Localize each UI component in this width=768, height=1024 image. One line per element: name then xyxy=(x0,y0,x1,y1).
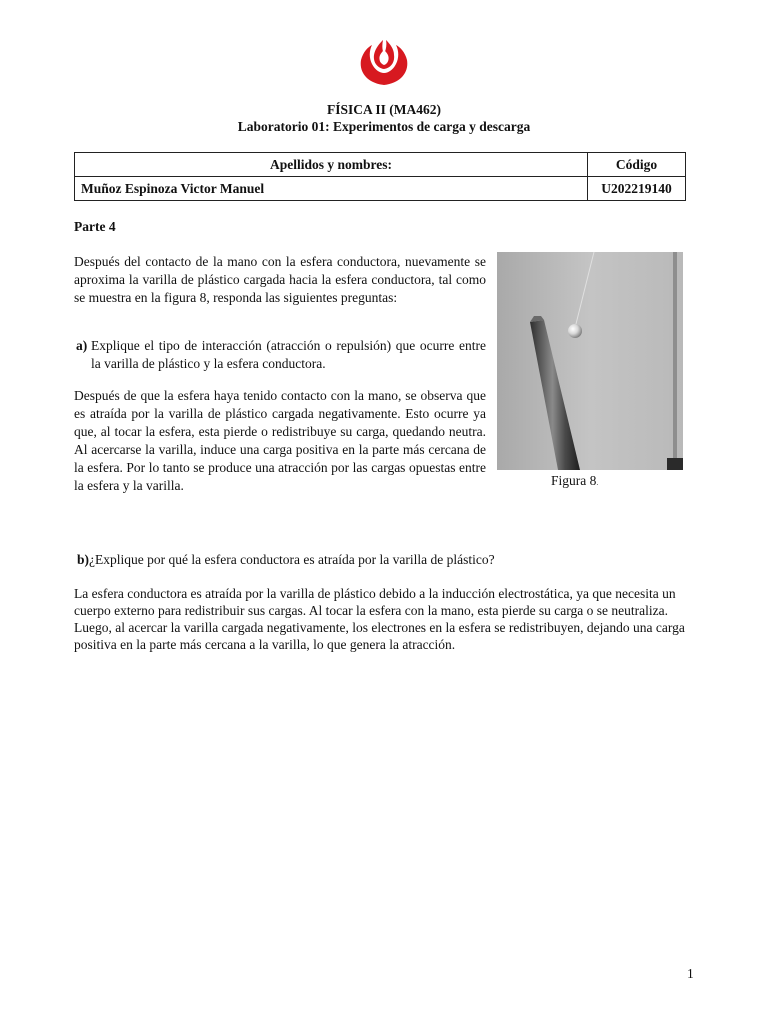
intro-paragraph: Después del contacto de la mano con la esfera conductora, nuevamente se aproxima la varilla de plástico cargada hacia la esfera conductora, tal como se muestra en la figura 8, responda las siguientes preguntas: xyxy=(74,254,486,305)
question-a-letter: a) xyxy=(76,338,88,353)
page-number: 1 xyxy=(687,966,694,981)
question-b-text: ¿Explique por qué la esfera conductora es atraída por la varilla de plástico? xyxy=(89,552,495,567)
code-column-header: Código xyxy=(588,153,686,177)
table-row xyxy=(75,177,686,201)
student-info-table xyxy=(74,152,686,201)
table-header-row xyxy=(75,153,686,177)
name-column-header: Apellidos y nombres: xyxy=(75,153,588,177)
figure-caption-text: Figura 8 xyxy=(551,473,597,488)
question-a-text: Explique el tipo de interacción (atracción o repulsión) que ocurre entre la varilla de plástico y la esfera conductora. xyxy=(91,338,486,371)
course-title: FÍSICA II (MA462) xyxy=(326,102,441,117)
question-a xyxy=(76,337,486,373)
figure-caption-dot: . xyxy=(596,478,599,487)
question-b-letter: b) xyxy=(77,552,90,567)
figure-caption xyxy=(551,473,598,489)
section-title: Parte 4 xyxy=(74,219,116,234)
lab-title: Laboratorio 01: Experimentos de carga y descarga xyxy=(237,119,531,134)
figure-8-photo xyxy=(497,252,683,470)
answer-a-paragraph: Después de que la esfera haya tenido contacto con la mano, se observa que es atraída por la varilla de plástico cargada negativamente. Esto ocurre ya que, al tocar la esfera, esta pierde o redistribuye su carga, quedando neutra. Al acercarse la varilla, induce una carga positiva en la parte más cercana de la esfera. Por lo tanto se produce una atracción por las cargas opuestas entre la esfera y la varilla. xyxy=(74,388,486,493)
student-code: U202219140 xyxy=(588,177,686,201)
answer-b-paragraph: La esfera conductora es atraída por la varilla de plástico debido a la inducción electrostática, ya que necesita un cuerpo externo para redistribuir sus cargas. Al tocar la esfera con la mano, esta pierde su carga o se neutraliza. Luego, al acercar la varilla cargada negativamente, los electrones en la esfera se redistribuyen, dejando una carga positiva en la parte más cercana a la varilla, lo que genera la atracción. xyxy=(74,586,685,652)
question-b xyxy=(77,551,697,569)
university-logo xyxy=(357,36,411,86)
student-name: Muñoz Espinoza Victor Manuel xyxy=(75,177,588,201)
